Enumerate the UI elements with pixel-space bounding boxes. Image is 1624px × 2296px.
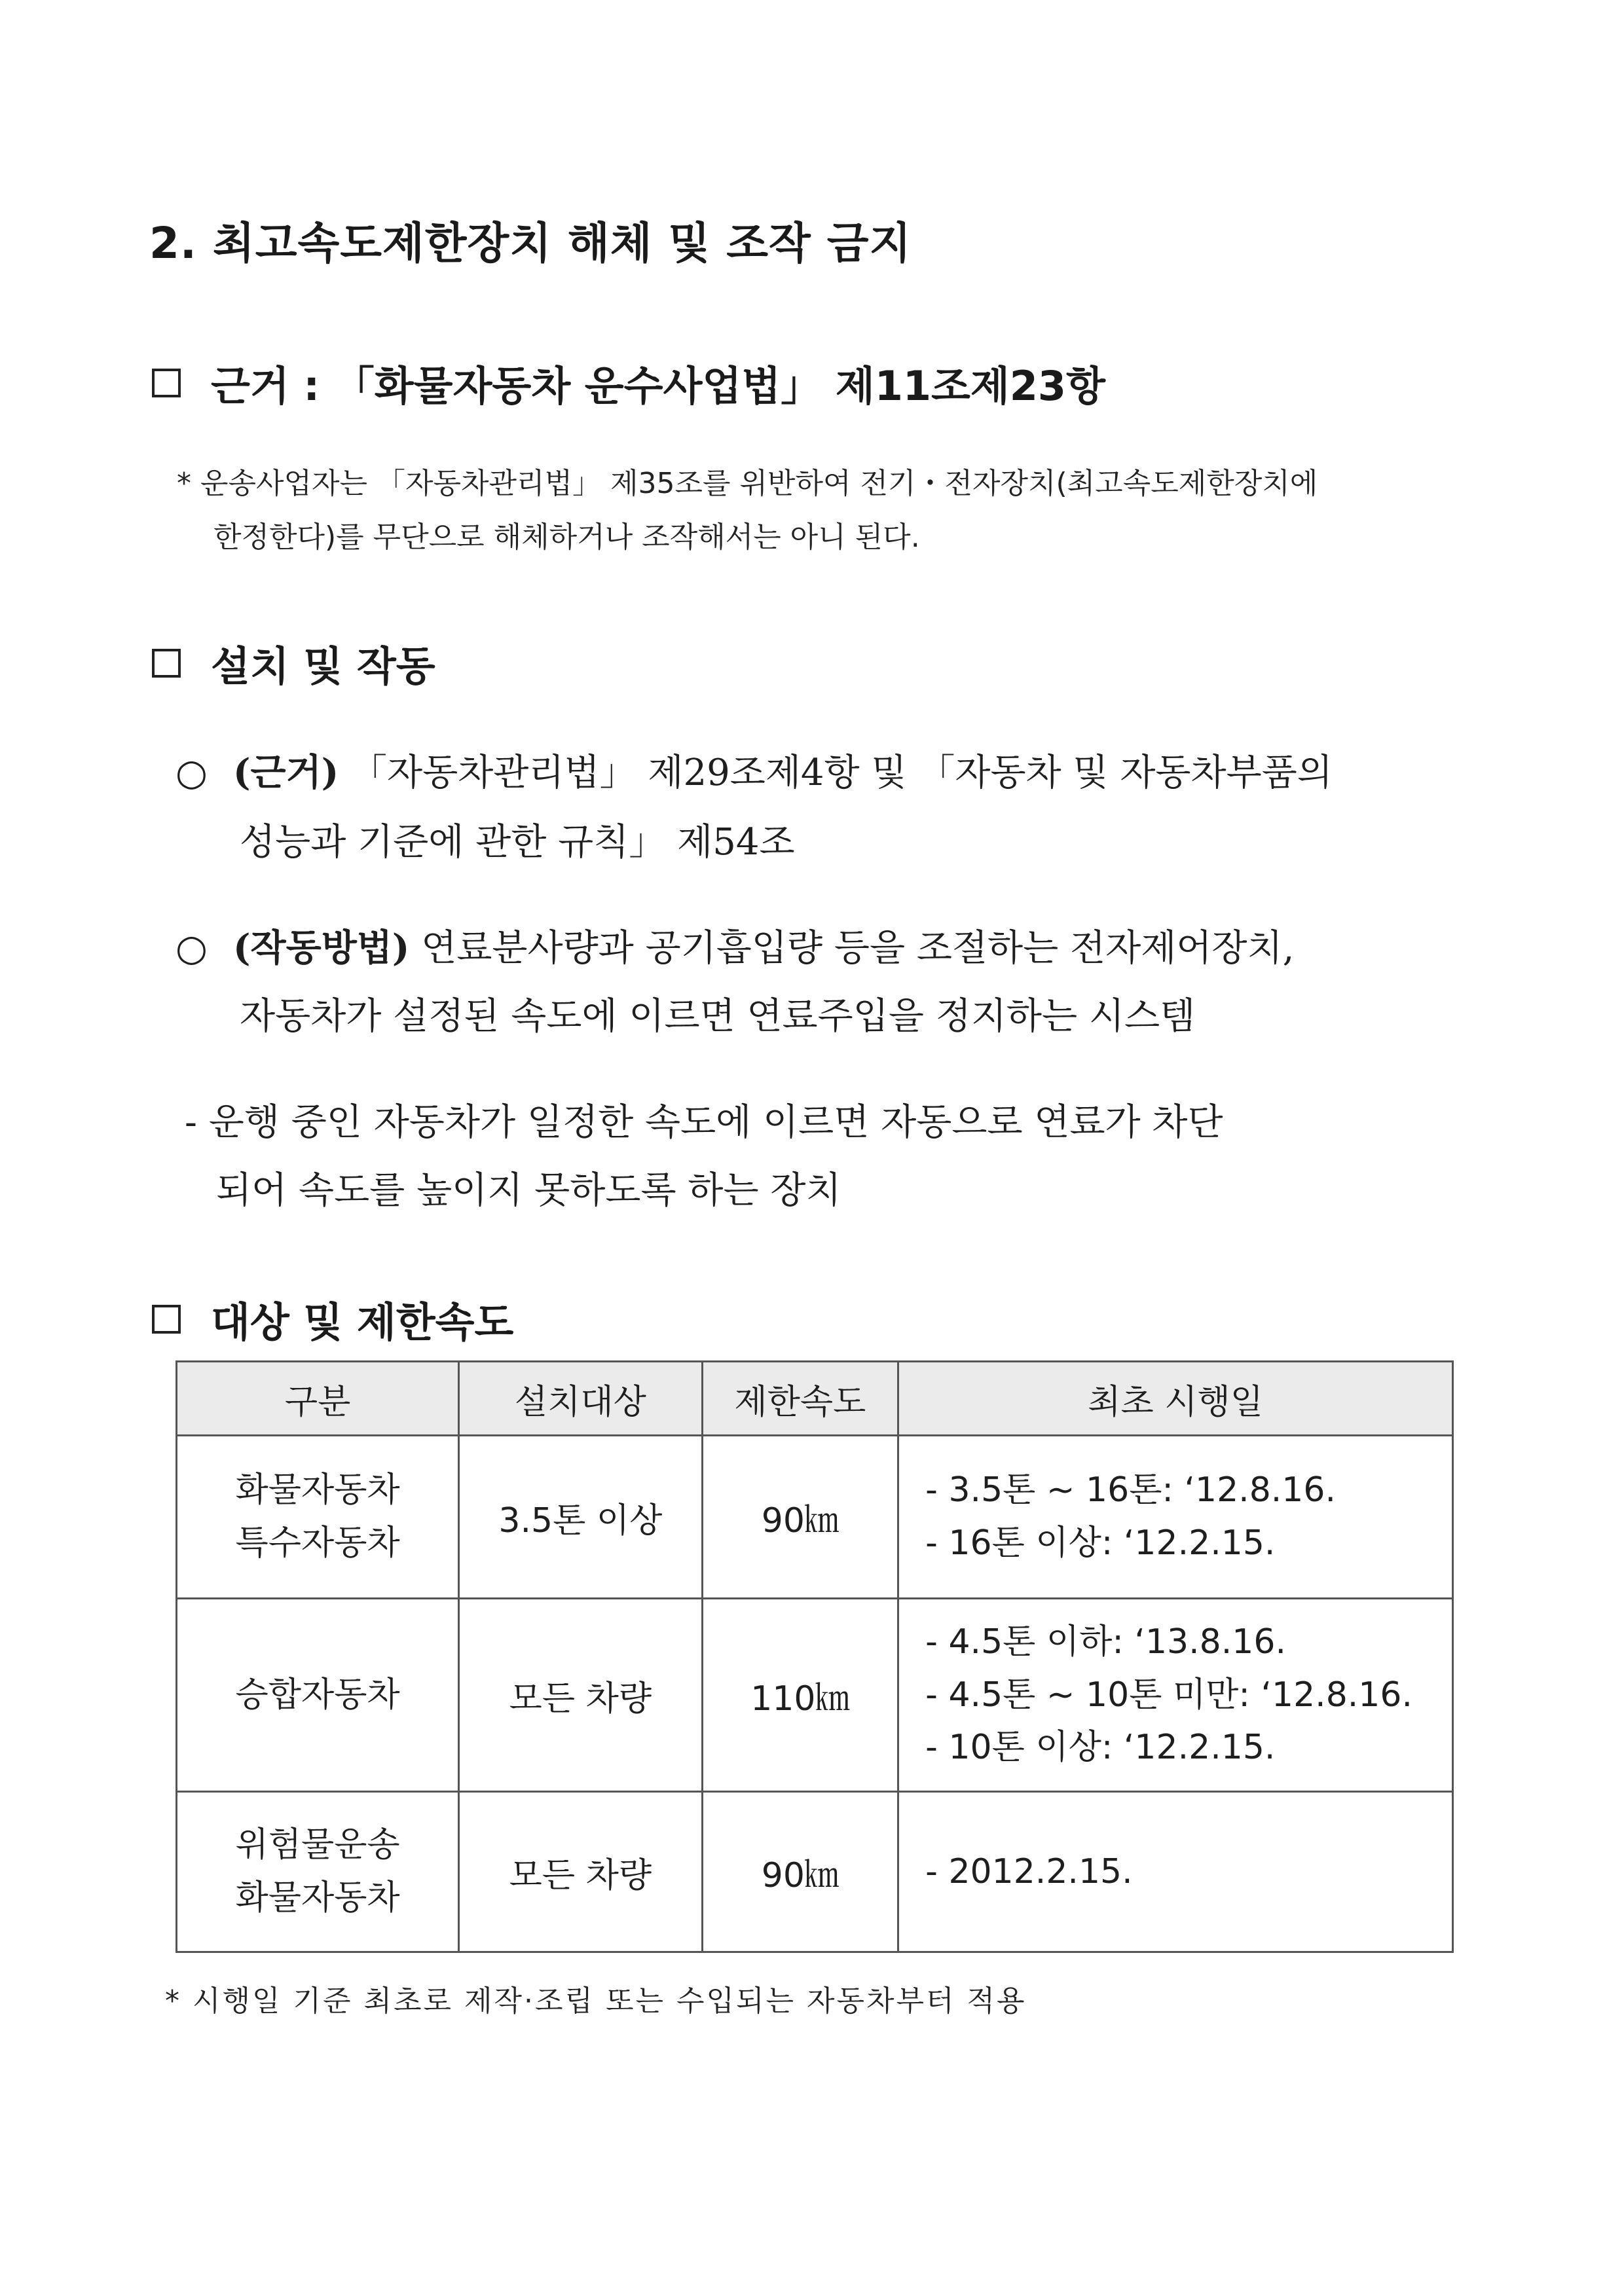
section-basis-title: 근거 : 「화물자동차 운수사업법」 제11조제23항 <box>211 362 1105 410</box>
header-speed: 제한속도 <box>702 1362 898 1436</box>
checkbox-square-icon <box>152 1305 181 1334</box>
install-item1-line2: 성능과 기준에 관한 규칙」 제54조 <box>240 821 795 864</box>
install-item1-line1 <box>175 744 1333 796</box>
row-dates <box>898 1599 1453 1792</box>
table-row <box>177 1599 1453 1792</box>
row-type <box>177 1436 459 1599</box>
section-install-title: 설치 및 작동 <box>211 642 435 690</box>
checkbox-square-icon <box>152 649 181 678</box>
row-speed: 110㎞ <box>702 1599 898 1792</box>
basis-note-line1: * 운송사업자는 「자동차관리법」 제35조를 위반하여 전기・전자장치(최고속도제한장치에 <box>177 467 1318 500</box>
checkbox-square-icon <box>152 369 181 397</box>
page-title: 2. 최고속도제한장치 해체 및 조작 금지 <box>149 218 912 268</box>
row-target: 모든 차량 <box>459 1599 702 1792</box>
basis-note-line2: 한정한다)를 무단으로 해체하거나 조작해서는 아니 된다. <box>213 520 920 554</box>
row-date-line: - 4.5톤 ~ 10톤 미만: ‘12.8.16. <box>925 1675 1413 1715</box>
circle-bullet-icon: ○ <box>175 927 208 970</box>
install-sub-line2: 되어 속도를 높이지 못하도록 하는 장치 <box>216 1169 841 1212</box>
install-item2-line2: 자동차가 설정된 속도에 이르면 연료주입을 정지하는 시스템 <box>240 995 1196 1038</box>
row-type-line: 위험물운송 <box>235 1825 400 1865</box>
section-target-heading <box>152 1290 513 1348</box>
row-dates <box>898 1792 1453 1952</box>
row-type <box>177 1599 459 1792</box>
row-date-line: - 2012.2.15. <box>925 1851 1133 1891</box>
row-speed: 90㎞ <box>702 1436 898 1599</box>
footnote: * 시행일 기준 최초로 제작·조립 또는 수입되는 자동차부터 적용 <box>165 1984 1027 2018</box>
install-item1-text: 「자동차관리법」 제29조제4항 및 「자동차 및 자동차부품의 <box>350 752 1333 794</box>
row-date-line: - 16톤 이상: ‘12.2.15. <box>925 1523 1276 1563</box>
install-item2-text: 연료분사량과 공기흡입량 등을 조절하는 전자제어장치, <box>421 927 1295 970</box>
section-target-title: 대상 및 제한속도 <box>211 1298 514 1346</box>
table-header-row <box>177 1362 1453 1436</box>
header-target: 설치대상 <box>459 1362 702 1436</box>
row-target: 모든 차량 <box>459 1792 702 1952</box>
row-speed: 90㎞ <box>702 1792 898 1952</box>
row-target: 3.5톤 이상 <box>459 1436 702 1599</box>
row-date-line: - 3.5톤 ~ 16톤: ‘12.8.16. <box>925 1470 1337 1510</box>
header-type: 구분 <box>177 1362 459 1436</box>
row-type-line: 화물자동차 <box>235 1470 400 1510</box>
speed-limit-table <box>175 1360 1454 1953</box>
install-item2-line1 <box>175 919 1294 972</box>
circle-bullet-icon: ○ <box>175 752 208 794</box>
section-basis-heading <box>152 354 1105 412</box>
table-row <box>177 1792 1453 1952</box>
row-type-line: 승합자동차 <box>235 1675 400 1715</box>
header-date: 최초 시행일 <box>898 1362 1453 1436</box>
table-row <box>177 1436 1453 1599</box>
row-type <box>177 1792 459 1952</box>
row-date-line: - 10톤 이상: ‘12.2.15. <box>925 1728 1276 1768</box>
row-type-line: 화물자동차 <box>235 1878 400 1918</box>
install-sub-line1: - 운행 중인 자동차가 일정한 속도에 이르면 자동으로 연료가 차단 <box>185 1101 1223 1144</box>
section-install-heading <box>152 634 435 692</box>
row-dates <box>898 1436 1453 1599</box>
row-date-line: - 4.5톤 이하: ‘13.8.16. <box>925 1622 1286 1662</box>
install-item2-label: (작동방법) <box>233 926 410 970</box>
install-item1-label: (근거) <box>233 751 339 794</box>
row-type-line: 특수자동차 <box>235 1523 400 1563</box>
